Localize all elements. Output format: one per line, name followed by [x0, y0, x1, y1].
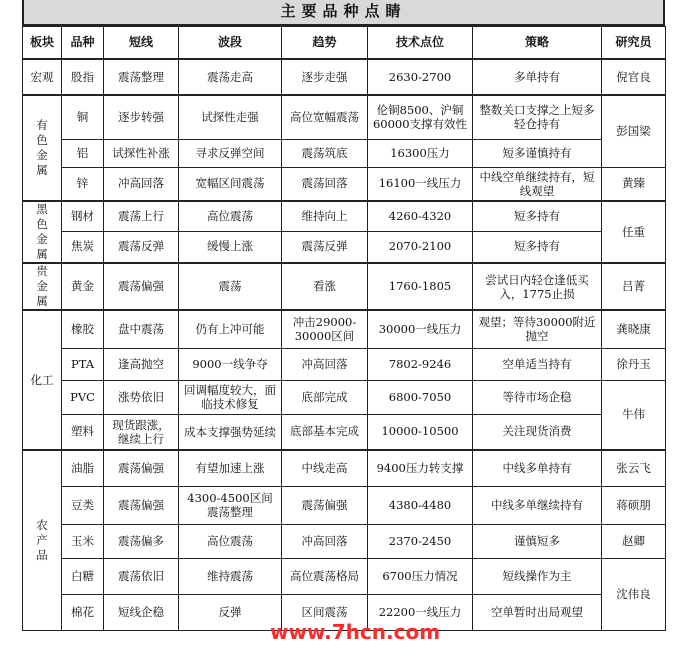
analyst-cell: 张云飞 [602, 450, 666, 486]
tech-cell: 伦铜8500、沪铜60000支撑有效性 [368, 95, 473, 139]
table-row [23, 348, 666, 380]
strategy-cell: 短线操作为主 [473, 558, 602, 594]
variety-cell: 油脂 [62, 450, 104, 486]
tech-cell: 6700压力情况 [368, 558, 473, 594]
trend-cell: 底部基本完成 [282, 414, 368, 450]
table-row [23, 59, 666, 95]
tech-cell: 16100一线压力 [368, 167, 473, 201]
strategy-cell: 尝试日内轻仓逢低买入，1775止损 [473, 263, 602, 310]
table-row [23, 414, 666, 450]
table-row [23, 380, 666, 414]
header-trend: 趋势 [282, 27, 368, 60]
header-short: 短线 [104, 27, 179, 60]
analyst-cell: 蒋硕朋 [602, 486, 666, 524]
variety-cell: 焦炭 [62, 231, 104, 263]
analyst-cell: 龚晓康 [602, 310, 666, 348]
report-title: 主要品种点睛 [22, 0, 665, 26]
sector-cell: 农产品 [23, 450, 62, 630]
swing-cell: 有望加速上涨 [179, 450, 282, 486]
tech-cell: 2070-2100 [368, 231, 473, 263]
table-row [23, 558, 666, 594]
header-variety: 品种 [62, 27, 104, 60]
swing-cell: 反弹 [179, 594, 282, 630]
swing-cell: 9000一线争夺 [179, 348, 282, 380]
analyst-cell: 沈伟良 [602, 558, 666, 630]
strategy-cell: 整数关口支撑之上短多轻仓持有 [473, 95, 602, 139]
trend-cell: 高位震荡格局 [282, 558, 368, 594]
swing-cell: 宽幅区间震荡 [179, 167, 282, 201]
variety-cell: 钢材 [62, 201, 104, 231]
short-cell: 震荡偏强 [104, 486, 179, 524]
trend-cell: 高位宽幅震荡 [282, 95, 368, 139]
table-row [23, 167, 666, 201]
strategy-cell: 短多谨慎持有 [473, 139, 602, 167]
short-cell: 涨势依旧 [104, 380, 179, 414]
short-cell: 震荡偏强 [104, 450, 179, 486]
table-row [23, 263, 666, 310]
short-cell: 震荡上行 [104, 201, 179, 231]
analyst-cell: 吕菁 [602, 263, 666, 310]
trend-cell: 冲高回落 [282, 348, 368, 380]
table-row [23, 486, 666, 524]
swing-cell: 成本支撑强势延续 [179, 414, 282, 450]
trend-cell: 中线走高 [282, 450, 368, 486]
analyst-cell: 倪官良 [602, 59, 666, 95]
header-swing: 波段 [179, 27, 282, 60]
table-header-row [23, 27, 666, 60]
trend-cell: 震荡回落 [282, 167, 368, 201]
swing-cell: 寻求反弹空间 [179, 139, 282, 167]
variety-cell: 锌 [62, 167, 104, 201]
analyst-cell: 任重 [602, 201, 666, 263]
short-cell: 震荡依旧 [104, 558, 179, 594]
tech-cell: 2370-2450 [368, 524, 473, 558]
swing-cell: 回调幅度较大，面临技术修复 [179, 380, 282, 414]
swing-cell: 震荡走高 [179, 59, 282, 95]
table-row [23, 139, 666, 167]
variety-cell: 黄金 [62, 263, 104, 310]
tech-cell: 10000-10500 [368, 414, 473, 450]
swing-cell: 仍有上冲可能 [179, 310, 282, 348]
variety-cell: 塑料 [62, 414, 104, 450]
trend-cell: 震荡筑底 [282, 139, 368, 167]
trend-cell: 底部完成 [282, 380, 368, 414]
analyst-cell: 赵卿 [602, 524, 666, 558]
swing-cell: 试探性走强 [179, 95, 282, 139]
variety-cell: PTA [62, 348, 104, 380]
tech-cell: 4380-4480 [368, 486, 473, 524]
strategy-cell: 中线多单持有 [473, 450, 602, 486]
table-row [23, 201, 666, 231]
analyst-cell: 黄臻 [602, 167, 666, 201]
strategy-cell: 谨慎短多 [473, 524, 602, 558]
sector-cell: 黑色金属 [23, 201, 62, 263]
trend-cell: 逐步走强 [282, 59, 368, 95]
strategy-cell: 空单暂时出局观望 [473, 594, 602, 630]
short-cell: 盘中震荡 [104, 310, 179, 348]
short-cell: 现货跟涨，继续上行 [104, 414, 179, 450]
swing-cell: 4300-4500区间震荡整理 [179, 486, 282, 524]
futures-table [22, 26, 666, 631]
header-analyst: 研究员 [602, 27, 666, 60]
strategy-cell: 关注现货消费 [473, 414, 602, 450]
table-row [23, 310, 666, 348]
short-cell: 震荡反弹 [104, 231, 179, 263]
trend-cell: 冲高回落 [282, 524, 368, 558]
analyst-cell: 徐丹玉 [602, 348, 666, 380]
tech-cell: 9400压力转支撑 [368, 450, 473, 486]
header-tech: 技术点位 [368, 27, 473, 60]
watermark: www.7hcn.com [270, 620, 441, 644]
strategy-cell: 中线多单继续持有 [473, 486, 602, 524]
variety-cell: 股指 [62, 59, 104, 95]
tech-cell: 4260-4320 [368, 201, 473, 231]
trend-cell: 冲击29000-30000区间 [282, 310, 368, 348]
variety-cell: 豆类 [62, 486, 104, 524]
trend-cell: 区间震荡 [282, 594, 368, 630]
tech-cell: 30000一线压力 [368, 310, 473, 348]
swing-cell: 维持震荡 [179, 558, 282, 594]
strategy-cell: 中线空单继续持有，短线观望 [473, 167, 602, 201]
short-cell: 震荡偏强 [104, 263, 179, 310]
header-sector: 板块 [23, 27, 62, 60]
variety-cell: 棉花 [62, 594, 104, 630]
swing-cell: 高位震荡 [179, 524, 282, 558]
short-cell: 短线企稳 [104, 594, 179, 630]
swing-cell: 缓慢上涨 [179, 231, 282, 263]
strategy-cell: 多单持有 [473, 59, 602, 95]
variety-cell: 橡胶 [62, 310, 104, 348]
swing-cell: 高位震荡 [179, 201, 282, 231]
trend-cell: 维持向上 [282, 201, 368, 231]
short-cell: 冲高回落 [104, 167, 179, 201]
strategy-cell: 等待市场企稳 [473, 380, 602, 414]
strategy-cell: 短多持有 [473, 231, 602, 263]
tech-cell: 16300压力 [368, 139, 473, 167]
tech-cell: 6800-7050 [368, 380, 473, 414]
short-cell: 震荡偏多 [104, 524, 179, 558]
short-cell: 逐步转强 [104, 95, 179, 139]
strategy-cell: 短多持有 [473, 201, 602, 231]
trend-cell: 看涨 [282, 263, 368, 310]
variety-cell: 铝 [62, 139, 104, 167]
tech-cell: 22200一线压力 [368, 594, 473, 630]
header-strategy: 策略 [473, 27, 602, 60]
swing-cell: 震荡 [179, 263, 282, 310]
analyst-cell: 彭国梁 [602, 95, 666, 167]
table-row [23, 231, 666, 263]
table-row [23, 524, 666, 558]
tech-cell: 7802-9246 [368, 348, 473, 380]
sector-cell: 贵金属 [23, 263, 62, 310]
analyst-cell: 牛伟 [602, 380, 666, 450]
report-page [22, 0, 665, 631]
short-cell: 震荡整理 [104, 59, 179, 95]
sector-cell: 有色金属 [23, 95, 62, 201]
table-row [23, 95, 666, 139]
variety-cell: 白糖 [62, 558, 104, 594]
trend-cell: 震荡反弹 [282, 231, 368, 263]
variety-cell: 玉米 [62, 524, 104, 558]
trend-cell: 震荡偏强 [282, 486, 368, 524]
short-cell: 逢高抛空 [104, 348, 179, 380]
variety-cell: PVC [62, 380, 104, 414]
tech-cell: 2630-2700 [368, 59, 473, 95]
short-cell: 试探性补涨 [104, 139, 179, 167]
sector-cell: 化工 [23, 310, 62, 450]
tech-cell: 1760-1805 [368, 263, 473, 310]
strategy-cell: 观望；等待30000附近抛空 [473, 310, 602, 348]
strategy-cell: 空单适当持有 [473, 348, 602, 380]
sector-cell: 宏观 [23, 59, 62, 95]
table-row [23, 450, 666, 486]
variety-cell: 铜 [62, 95, 104, 139]
